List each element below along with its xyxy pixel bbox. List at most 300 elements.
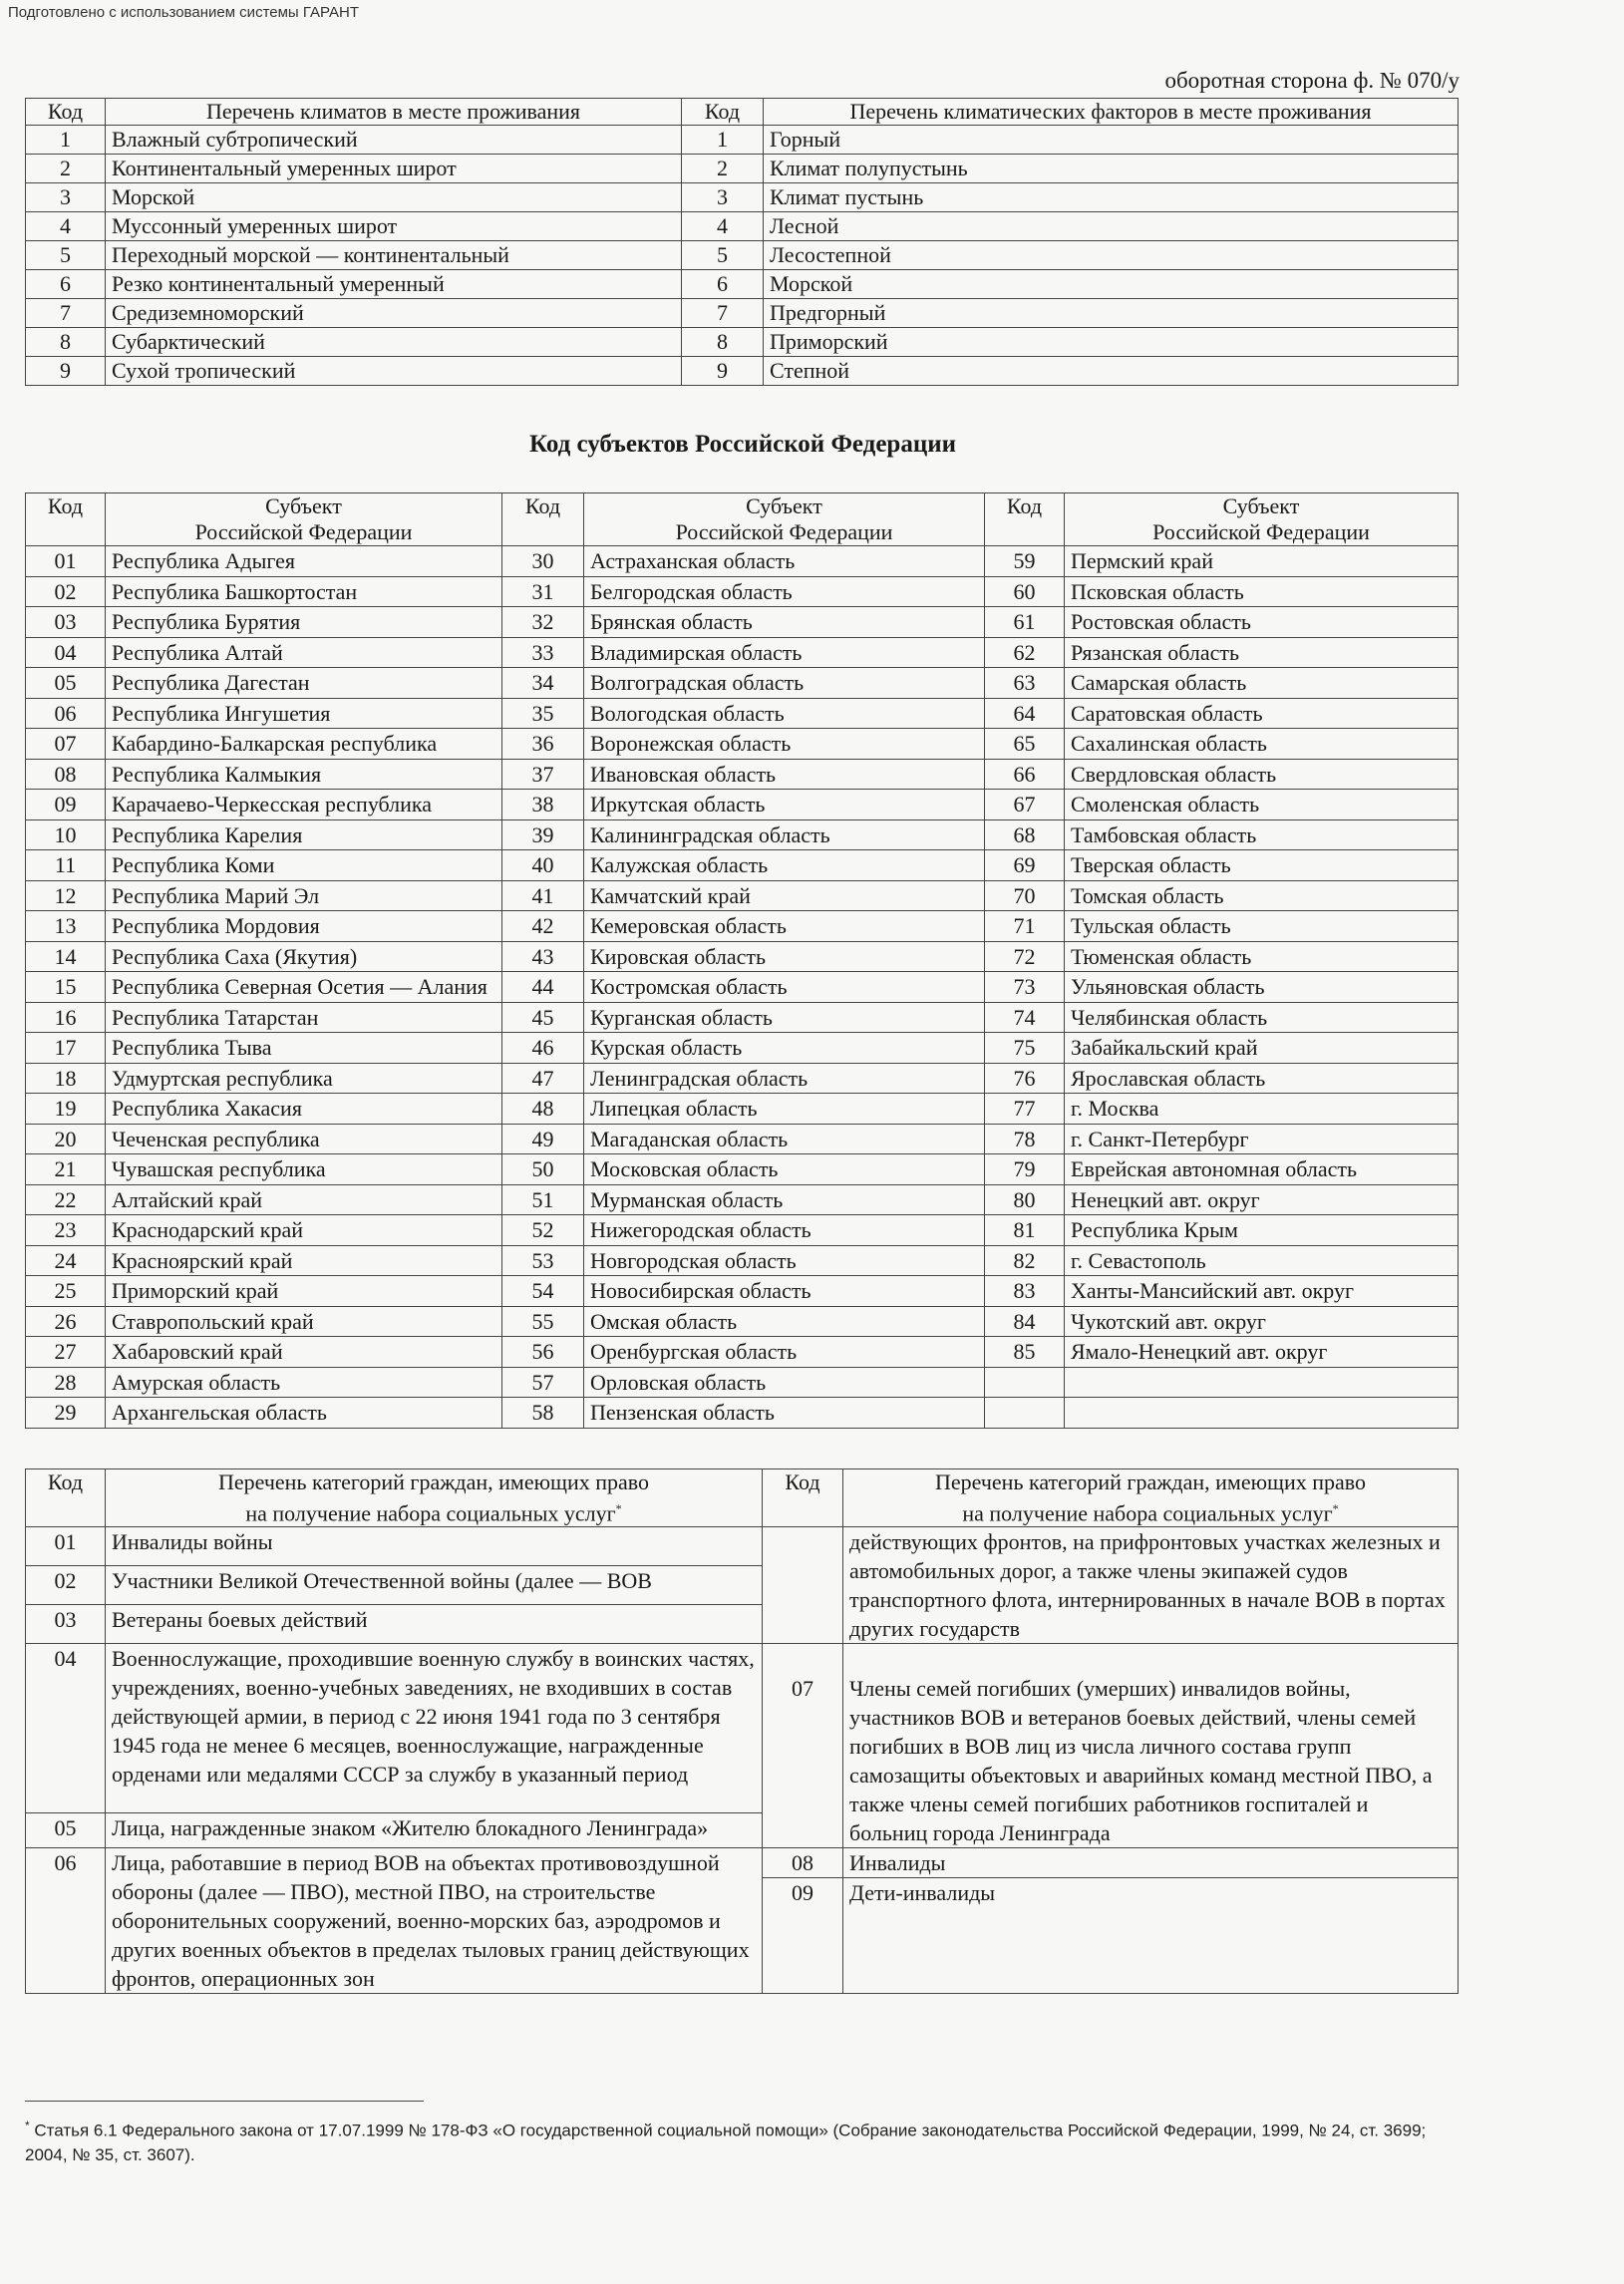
subject-name: Ненецкий авт. округ (1065, 1184, 1459, 1215)
subject-row (26, 1094, 1459, 1125)
category-code: 03 (26, 1605, 106, 1644)
subject-code: 63 (985, 668, 1065, 699)
category-code: 05 (26, 1813, 106, 1848)
header-text: Перечень категорий граждан, имеющих право на получение набора социальных услуг (217, 1469, 650, 1526)
subject-code: 07 (26, 729, 106, 760)
subject-code: 80 (985, 1184, 1065, 1215)
subject-name: Новгородская область (584, 1245, 985, 1276)
factor-name: Лесостепной (764, 241, 1459, 270)
subject-code: 83 (985, 1276, 1065, 1307)
category-text-continued: действующих фронтов, на прифронтовых участках железных и автомобильных дорог, а также члены экипажей судов транспортного флота, интернированных в начале ВОВ в портах других государств (843, 1527, 1459, 1644)
subject-code: 64 (985, 698, 1065, 729)
subject-name: Карачаево-Черкесская республика (106, 790, 502, 820)
climate-row (26, 270, 1459, 299)
subject-row (26, 1215, 1459, 1246)
category-text: Инвалиды войны (106, 1527, 763, 1566)
subject-code: 29 (26, 1398, 106, 1429)
subject-code: 52 (502, 1215, 584, 1246)
subject-code: 15 (26, 972, 106, 1003)
subject-code: 60 (985, 576, 1065, 607)
subject-code: 66 (985, 759, 1065, 790)
subject-name: Ярославская область (1065, 1063, 1459, 1094)
subject-row (26, 546, 1459, 577)
subject-code: 08 (26, 759, 106, 790)
subject-name: Кабардино-Балкарская республика (106, 729, 502, 760)
subject-name: Ханты-Мансийский авт. округ (1065, 1276, 1459, 1307)
subject-code: 42 (502, 911, 584, 942)
subject-code: 70 (985, 880, 1065, 911)
subject-name: Тверская область (1065, 850, 1459, 881)
subject-name: Астраханская область (584, 546, 985, 577)
subject-name: Ленинградская область (584, 1063, 985, 1094)
factor-code: 7 (682, 299, 764, 328)
subject-name: Томская область (1065, 880, 1459, 911)
col-code: Код (26, 99, 106, 126)
subject-code: 69 (985, 850, 1065, 881)
subject-name: Республика Мордовия (106, 911, 502, 942)
climate-row (26, 126, 1459, 155)
subject-code: 14 (26, 941, 106, 972)
subject-name: Ростовская область (1065, 607, 1459, 638)
climate-code: 1 (26, 126, 106, 155)
subject-code: 18 (26, 1063, 106, 1094)
footnote-mark: * (1332, 1501, 1339, 1515)
subject-name: Кировская область (584, 941, 985, 972)
factor-code: 5 (682, 241, 764, 270)
category-text: Военнослужащие, проходившие военную службу в воинских частях, учреждениях, военно-учебных заведениях, не входивших в состав действующей армии, в период с 22 июня 1941 года по 3 сентября 1945 года не менее 6 месяцев, военнослужащие, награжденные орденами или медалями СССР за службу в указанный период (106, 1644, 763, 1813)
subject-code: 39 (502, 819, 584, 850)
climate-code: 5 (26, 241, 106, 270)
subject-name: Калининградская область (584, 819, 985, 850)
subject-code: 67 (985, 790, 1065, 820)
subject-name: Краснодарский край (106, 1215, 502, 1246)
subject-code: 24 (26, 1245, 106, 1276)
subject-code: 32 (502, 607, 584, 638)
climate-code: 3 (26, 183, 106, 212)
subject-name: Калужская область (584, 850, 985, 881)
subject-code: 68 (985, 819, 1065, 850)
climate-code: 4 (26, 212, 106, 241)
subject-name: Омская область (584, 1306, 985, 1337)
subject-code: 33 (502, 637, 584, 668)
subject-row (26, 698, 1459, 729)
subject-name: Новосибирская область (584, 1276, 985, 1307)
subject-name: Амурская область (106, 1367, 502, 1398)
subject-code: 73 (985, 972, 1065, 1003)
subject-name: Забайкальский край (1065, 1033, 1459, 1064)
climate-code: 9 (26, 357, 106, 386)
factor-name: Горный (764, 126, 1459, 155)
subject-name: Республика Крым (1065, 1215, 1459, 1246)
climate-name: Муссонный умеренных широт (106, 212, 682, 241)
subject-name: Свердловская область (1065, 759, 1459, 790)
climate-name: Переходный морской — континентальный (106, 241, 682, 270)
subject-name: Брянская область (584, 607, 985, 638)
subject-name: Республика Коми (106, 850, 502, 881)
subject-code: 26 (26, 1306, 106, 1337)
col-climate-factors: Перечень климатических факторов в месте проживания (764, 99, 1459, 126)
subject-code: 25 (26, 1276, 106, 1307)
subject-name: Республика Калмыкия (106, 759, 502, 790)
subject-code: 53 (502, 1245, 584, 1276)
subject-row (26, 1184, 1459, 1215)
subject-name: Республика Северная Осетия — Алания (106, 972, 502, 1003)
subject-row (26, 819, 1459, 850)
subject-code: 46 (502, 1033, 584, 1064)
subject-code: 21 (26, 1154, 106, 1185)
subject-row (26, 1033, 1459, 1064)
climate-code: 7 (26, 299, 106, 328)
citizens-header-row (26, 1469, 1459, 1527)
climate-row (26, 183, 1459, 212)
subject-code: 79 (985, 1154, 1065, 1185)
subject-name: Сахалинская область (1065, 729, 1459, 760)
subject-name: Тюменская область (1065, 941, 1459, 972)
subject-row (26, 1367, 1459, 1398)
subject-name: Пензенская область (584, 1398, 985, 1429)
subject-row (26, 1398, 1459, 1429)
subject-name: Республика Карелия (106, 819, 502, 850)
subject-code: 44 (502, 972, 584, 1003)
climate-name: Субарктический (106, 328, 682, 357)
subject-name: Приморский край (106, 1276, 502, 1307)
subject-code: 10 (26, 819, 106, 850)
subject-name: Смоленская область (1065, 790, 1459, 820)
subject-row (26, 1337, 1459, 1368)
subject-row (26, 1245, 1459, 1276)
federal-subjects-table (25, 492, 1459, 1429)
category-row (26, 1644, 1459, 1813)
subject-row (26, 668, 1459, 699)
factor-name: Климат полупустынь (764, 155, 1459, 183)
category-code: 07 (763, 1644, 843, 1848)
subject-code: 59 (985, 546, 1065, 577)
subject-name: г. Москва (1065, 1094, 1459, 1125)
subject-name: Республика Дагестан (106, 668, 502, 699)
subject-code: 30 (502, 546, 584, 577)
subject-code: 35 (502, 698, 584, 729)
subject-row (26, 941, 1459, 972)
subject-name: Нижегородская область (584, 1215, 985, 1246)
factor-name: Морской (764, 270, 1459, 299)
subject-name: Костромская область (584, 972, 985, 1003)
subject-name: Иркутская область (584, 790, 985, 820)
subject-name: Курганская область (584, 1002, 985, 1033)
climate-header-row (26, 99, 1459, 126)
subject-code (985, 1367, 1065, 1398)
subject-name: Республика Саха (Якутия) (106, 941, 502, 972)
subject-name: Курская область (584, 1033, 985, 1064)
subject-code: 43 (502, 941, 584, 972)
subject-name: Белгородская область (584, 576, 985, 607)
subject-name: г. Санкт-Петербург (1065, 1124, 1459, 1154)
form-reference: оборотная сторона ф. № 070/у (1164, 68, 1460, 93)
garant-header-note: Подготовлено с использованием системы ГАРАНТ (8, 4, 359, 21)
subject-name: Чеченская республика (106, 1124, 502, 1154)
category-code: 04 (26, 1644, 106, 1813)
subject-name: Алтайский край (106, 1184, 502, 1215)
subject-name: Вологодская область (584, 698, 985, 729)
col-code: Код (985, 493, 1065, 546)
subject-name: Чукотский авт. округ (1065, 1306, 1459, 1337)
factor-code: 1 (682, 126, 764, 155)
category-text: Дети-инвалиды (849, 1880, 996, 1906)
subject-code: 22 (26, 1184, 106, 1215)
factor-code: 6 (682, 270, 764, 299)
subject-code: 17 (26, 1033, 106, 1064)
footnote-text: Статья 6.1 Федерального закона от 17.07.1999 № 178-ФЗ «О государственной социальной помощи» (Собрание законодательства Российской Федерации, 1999, № 24, ст. 3699; 2004, № 35, ст. 3607). (25, 2121, 1427, 2164)
category-text: Члены семей погибших (умерших) инвалидов войны, участников ВОВ и ветеранов боевых действий, члены семей погибших в ВОВ лиц из числа личного состава групп самозащиты объектовых и аварийных команд местной ПВО, а также члены семей погибших работников госпиталей и больниц города Ленинграда (843, 1644, 1459, 1848)
subject-name: Ямало-Ненецкий авт. округ (1065, 1337, 1459, 1368)
subject-name (1065, 1398, 1459, 1429)
climate-row (26, 241, 1459, 270)
subject-code: 82 (985, 1245, 1065, 1276)
subject-code: 19 (26, 1094, 106, 1125)
category-code: 02 (26, 1566, 106, 1605)
subject-row (26, 1124, 1459, 1154)
subject-code: 20 (26, 1124, 106, 1154)
subject-code: 38 (502, 790, 584, 820)
subject-name: Воронежская область (584, 729, 985, 760)
category-text: Участники Великой Отечественной войны (далее — ВОВ (106, 1566, 763, 1605)
col-code: Код (502, 493, 584, 546)
subject-code: 71 (985, 911, 1065, 942)
col-climate-list: Перечень климатов в месте проживания (106, 99, 682, 126)
subject-name: Волгоградская область (584, 668, 985, 699)
factor-code: 3 (682, 183, 764, 212)
subject-code: 28 (26, 1367, 106, 1398)
subject-row (26, 1306, 1459, 1337)
subject-code: 06 (26, 698, 106, 729)
subject-code: 50 (502, 1154, 584, 1185)
subject-code: 16 (26, 1002, 106, 1033)
subject-name: Ульяновская область (1065, 972, 1459, 1003)
subject-code: 02 (26, 576, 106, 607)
subject-code: 05 (26, 668, 106, 699)
factor-name: Лесной (764, 212, 1459, 241)
factor-code: 2 (682, 155, 764, 183)
subject-code: 23 (26, 1215, 106, 1246)
category-row (26, 1527, 1459, 1566)
subject-row (26, 972, 1459, 1003)
subject-name: Республика Хакасия (106, 1094, 502, 1125)
subject-name: Владимирская область (584, 637, 985, 668)
col-categories (106, 1469, 763, 1527)
subject-name: Еврейская автономная область (1065, 1154, 1459, 1185)
subject-name: Ивановская область (584, 759, 985, 790)
factor-name: Приморский (764, 328, 1459, 357)
subject-name: Республика Марий Эл (106, 880, 502, 911)
subject-name: Красноярский край (106, 1245, 502, 1276)
footnote-rule (25, 2101, 424, 2102)
subject-name: Республика Тыва (106, 1033, 502, 1064)
subject-name: Хабаровский край (106, 1337, 502, 1368)
subject-name: Ставропольский край (106, 1306, 502, 1337)
subject-row (26, 1154, 1459, 1185)
factor-code: 4 (682, 212, 764, 241)
col-categories (843, 1469, 1459, 1527)
subject-name: Чувашская республика (106, 1154, 502, 1185)
climate-row (26, 299, 1459, 328)
subject-name: Саратовская область (1065, 698, 1459, 729)
factor-name: Климат пустынь (764, 183, 1459, 212)
subject-row (26, 637, 1459, 668)
subject-row (26, 1002, 1459, 1033)
subject-row (26, 576, 1459, 607)
category-code: 06 (26, 1848, 106, 1994)
footnote-mark: * (25, 2119, 30, 2132)
subject-name (1065, 1367, 1459, 1398)
subject-code: 41 (502, 880, 584, 911)
climate-row (26, 212, 1459, 241)
subject-code: 65 (985, 729, 1065, 760)
subject-name: Кемеровская область (584, 911, 985, 942)
subject-code: 85 (985, 1337, 1065, 1368)
subject-row (26, 729, 1459, 760)
footnote (25, 2114, 1461, 2167)
subject-name: Камчатский край (584, 880, 985, 911)
subject-code: 01 (26, 546, 106, 577)
subject-code: 54 (502, 1276, 584, 1307)
subject-code: 58 (502, 1398, 584, 1429)
subject-code: 74 (985, 1002, 1065, 1033)
subject-code: 49 (502, 1124, 584, 1154)
subject-name: Республика Ингушетия (106, 698, 502, 729)
category-text: Лица, награжденные знаком «Жителю блокадного Ленинграда» (106, 1813, 763, 1848)
subject-row (26, 850, 1459, 881)
citizen-categories-table (25, 1468, 1459, 1994)
subject-code: 77 (985, 1094, 1065, 1125)
subject-code: 12 (26, 880, 106, 911)
col-subject: Субъект Российской Федерации (106, 493, 502, 546)
col-code: Код (26, 1469, 106, 1527)
subject-row (26, 1276, 1459, 1307)
subject-code: 76 (985, 1063, 1065, 1094)
subject-name: Республика Башкортостан (106, 576, 502, 607)
climate-name: Резко континентальный умеренный (106, 270, 682, 299)
subject-name: Челябинская область (1065, 1002, 1459, 1033)
factor-name: Степной (764, 357, 1459, 386)
col-subject: Субъект Российской Федерации (1065, 493, 1459, 546)
subject-code: 78 (985, 1124, 1065, 1154)
subject-code: 75 (985, 1033, 1065, 1064)
subject-code: 09 (26, 790, 106, 820)
subject-code: 84 (985, 1306, 1065, 1337)
category-code: 01 (26, 1527, 106, 1566)
climate-name: Морской (106, 183, 682, 212)
subject-name: г. Севастополь (1065, 1245, 1459, 1276)
subject-code: 45 (502, 1002, 584, 1033)
subject-row (26, 1063, 1459, 1094)
subjects-header-row (26, 493, 1459, 546)
header-text: Перечень категорий граждан, имеющих право на получение набора социальных услуг (934, 1469, 1367, 1526)
subject-code: 51 (502, 1184, 584, 1215)
climate-row (26, 357, 1459, 386)
col-code: Код (682, 99, 764, 126)
subject-code: 55 (502, 1306, 584, 1337)
subject-code: 04 (26, 637, 106, 668)
subject-code: 72 (985, 941, 1065, 972)
subject-name: Тамбовская область (1065, 819, 1459, 850)
subject-row (26, 759, 1459, 790)
subject-code: 34 (502, 668, 584, 699)
category-code: 09 (792, 1880, 813, 1906)
subject-name: Республика Бурятия (106, 607, 502, 638)
climate-name: Средиземноморский (106, 299, 682, 328)
subject-code: 03 (26, 607, 106, 638)
subject-name: Оренбургская область (584, 1337, 985, 1368)
subject-name: Тульская область (1065, 911, 1459, 942)
subject-code: 36 (502, 729, 584, 760)
subject-name: Республика Татарстан (106, 1002, 502, 1033)
climate-code: 6 (26, 270, 106, 299)
category-text-stack (843, 1848, 1459, 1994)
category-code (763, 1527, 843, 1644)
subject-code: 11 (26, 850, 106, 881)
factor-name: Предгорный (764, 299, 1459, 328)
climate-name: Влажный субтропический (106, 126, 682, 155)
subject-row (26, 880, 1459, 911)
subject-code: 37 (502, 759, 584, 790)
subject-code: 57 (502, 1367, 584, 1398)
subject-name: Рязанская область (1065, 637, 1459, 668)
subject-row (26, 607, 1459, 638)
subject-row (26, 790, 1459, 820)
climate-code: 2 (26, 155, 106, 183)
subject-code: 27 (26, 1337, 106, 1368)
subject-name: Удмуртская республика (106, 1063, 502, 1094)
subject-name: Самарская область (1065, 668, 1459, 699)
subject-name: Липецкая область (584, 1094, 985, 1125)
subject-code: 61 (985, 607, 1065, 638)
category-row (26, 1848, 1459, 1994)
category-text: Инвалиды (843, 1848, 1458, 1878)
col-code: Код (26, 493, 106, 546)
subject-name: Мурманская область (584, 1184, 985, 1215)
subject-name: Пермский край (1065, 546, 1459, 577)
subject-code: 13 (26, 911, 106, 942)
category-text: Ветераны боевых действий (106, 1605, 763, 1644)
subject-name: Республика Адыгея (106, 546, 502, 577)
subject-code (985, 1398, 1065, 1429)
category-code: 08 (763, 1848, 842, 1878)
subjects-section-title: Код субъектов Российской Федерации (528, 431, 957, 458)
footnote-mark: * (615, 1501, 622, 1515)
subject-code: 81 (985, 1215, 1065, 1246)
category-code-stack (763, 1848, 843, 1994)
subject-name: Орловская область (584, 1367, 985, 1398)
subject-name: Псковская область (1065, 576, 1459, 607)
subject-row (26, 911, 1459, 942)
subject-code: 40 (502, 850, 584, 881)
subject-code: 62 (985, 637, 1065, 668)
climate-name: Сухой тропический (106, 357, 682, 386)
subject-code: 56 (502, 1337, 584, 1368)
subject-code: 48 (502, 1094, 584, 1125)
climate-name: Континентальный умеренных широт (106, 155, 682, 183)
subject-code: 47 (502, 1063, 584, 1094)
climate-table (25, 98, 1459, 386)
col-code: Код (763, 1469, 843, 1527)
subject-name: Московская область (584, 1154, 985, 1185)
climate-row (26, 155, 1459, 183)
climate-row (26, 328, 1459, 357)
subject-name: Архангельская область (106, 1398, 502, 1429)
subject-name: Республика Алтай (106, 637, 502, 668)
subject-name: Магаданская область (584, 1124, 985, 1154)
category-text: Лица, работавшие в период ВОВ на объектах противовоздушной обороны (далее — ПВО), местной ПВО, на строительстве оборонительных сооружений, военно-морских баз, аэродромов и других военных объектов в пределах тыловых границ действующих фронтов, операционных зон (106, 1848, 763, 1994)
climate-code: 8 (26, 328, 106, 357)
